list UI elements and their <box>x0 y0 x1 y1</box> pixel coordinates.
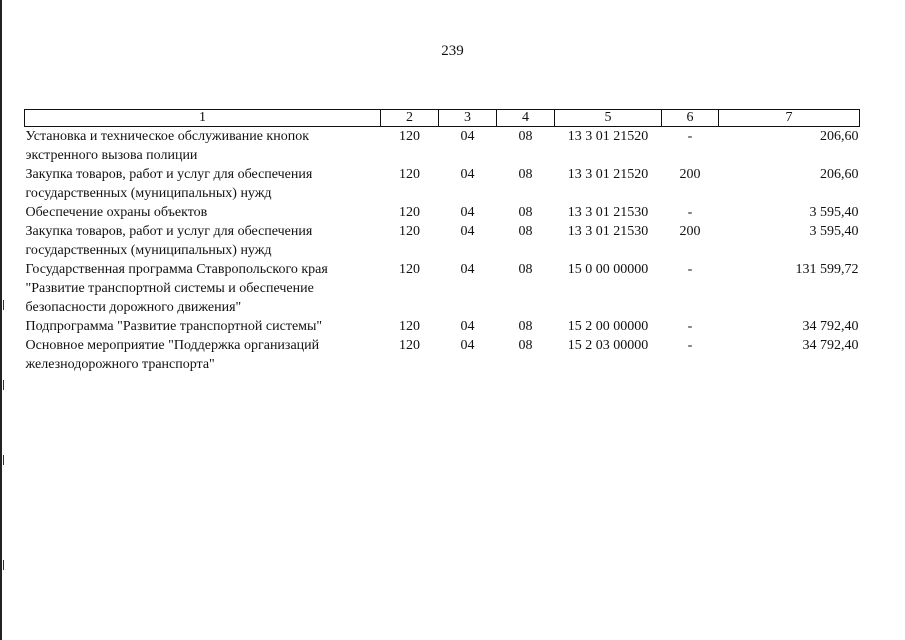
row-amount: 3 595,40 <box>809 205 859 220</box>
row-name: Закупка товаров, работ и услуг для обеспечения государственных (муниципальных) нужд <box>25 167 313 201</box>
table-row <box>25 203 860 222</box>
row-code-2: 120 <box>399 205 420 220</box>
row-code-5: 15 0 00 00000 <box>567 262 649 277</box>
row-code-3: 04 <box>460 319 475 334</box>
row-code-5: 13 3 01 21530 <box>567 224 649 239</box>
row-code-6: - <box>687 319 693 334</box>
column-header-4: 4 <box>497 110 555 127</box>
scan-edge-mark <box>3 560 4 570</box>
row-amount: 206,60 <box>820 129 859 144</box>
row-code-3: 04 <box>460 262 475 277</box>
row-name: Подпрограмма "Развитие транспортной системы" <box>25 319 323 334</box>
row-code-2: 120 <box>399 129 420 144</box>
row-code-4: 08 <box>518 262 533 277</box>
row-name: Основное мероприятие "Поддержка организаций железнодорожного транспорта" <box>25 338 320 372</box>
scan-edge-mark <box>3 455 4 465</box>
row-code-2: 120 <box>399 224 420 239</box>
column-header-6: 6 <box>662 110 719 127</box>
column-header-7: 7 <box>719 110 860 127</box>
column-header-5: 5 <box>555 110 662 127</box>
row-code-6: - <box>687 205 693 220</box>
scan-edge-mark <box>3 300 4 310</box>
row-code-6: - <box>687 129 693 144</box>
row-amount: 131 599,72 <box>795 262 859 277</box>
row-code-4: 08 <box>518 224 533 239</box>
table-row <box>25 165 860 203</box>
row-code-6: - <box>687 338 693 353</box>
row-name: Обеспечение охраны объектов <box>25 205 208 220</box>
row-code-4: 08 <box>518 338 533 353</box>
row-code-3: 04 <box>460 205 475 220</box>
row-amount: 206,60 <box>820 167 859 182</box>
row-code-2: 120 <box>399 167 420 182</box>
row-code-3: 04 <box>460 224 475 239</box>
table-row <box>25 127 860 166</box>
table-row <box>25 336 860 374</box>
row-name: Государственная программа Ставропольского края "Развитие транспортной системы и обеспечение безопасности дорожного движения" <box>25 262 328 315</box>
row-code-2: 120 <box>399 338 420 353</box>
row-code-4: 08 <box>518 319 533 334</box>
column-header-2: 2 <box>381 110 439 127</box>
row-code-2: 120 <box>399 262 420 277</box>
row-code-3: 04 <box>460 338 475 353</box>
row-code-3: 04 <box>460 167 475 182</box>
row-code-6: 200 <box>679 167 701 182</box>
row-code-5: 15 2 03 00000 <box>567 338 649 353</box>
row-code-6: - <box>687 262 693 277</box>
row-amount: 34 792,40 <box>802 319 859 334</box>
table-row <box>25 317 860 336</box>
table-row <box>25 222 860 260</box>
scan-edge-mark <box>3 380 4 390</box>
column-header-3: 3 <box>439 110 497 127</box>
page-number: 239 <box>441 43 464 59</box>
table-header-row <box>25 110 860 127</box>
row-code-2: 120 <box>399 319 420 334</box>
row-code-5: 13 3 01 21520 <box>567 129 649 144</box>
row-code-5: 15 2 00 00000 <box>567 319 649 334</box>
budget-table <box>24 109 860 374</box>
row-amount: 34 792,40 <box>802 338 859 353</box>
row-code-4: 08 <box>518 205 533 220</box>
scan-edge <box>0 0 2 640</box>
table-row <box>25 260 860 317</box>
row-code-5: 13 3 01 21520 <box>567 167 649 182</box>
row-code-4: 08 <box>518 129 533 144</box>
row-name: Установка и техническое обслуживание кнопок экстренного вызова полиции <box>25 129 309 163</box>
row-code-3: 04 <box>460 129 475 144</box>
row-amount: 3 595,40 <box>809 224 859 239</box>
row-name: Закупка товаров, работ и услуг для обеспечения государственных (муниципальных) нужд <box>25 224 313 258</box>
row-code-4: 08 <box>518 167 533 182</box>
row-code-6: 200 <box>679 224 701 239</box>
column-header-1: 1 <box>25 110 381 127</box>
row-code-5: 13 3 01 21530 <box>567 205 649 220</box>
